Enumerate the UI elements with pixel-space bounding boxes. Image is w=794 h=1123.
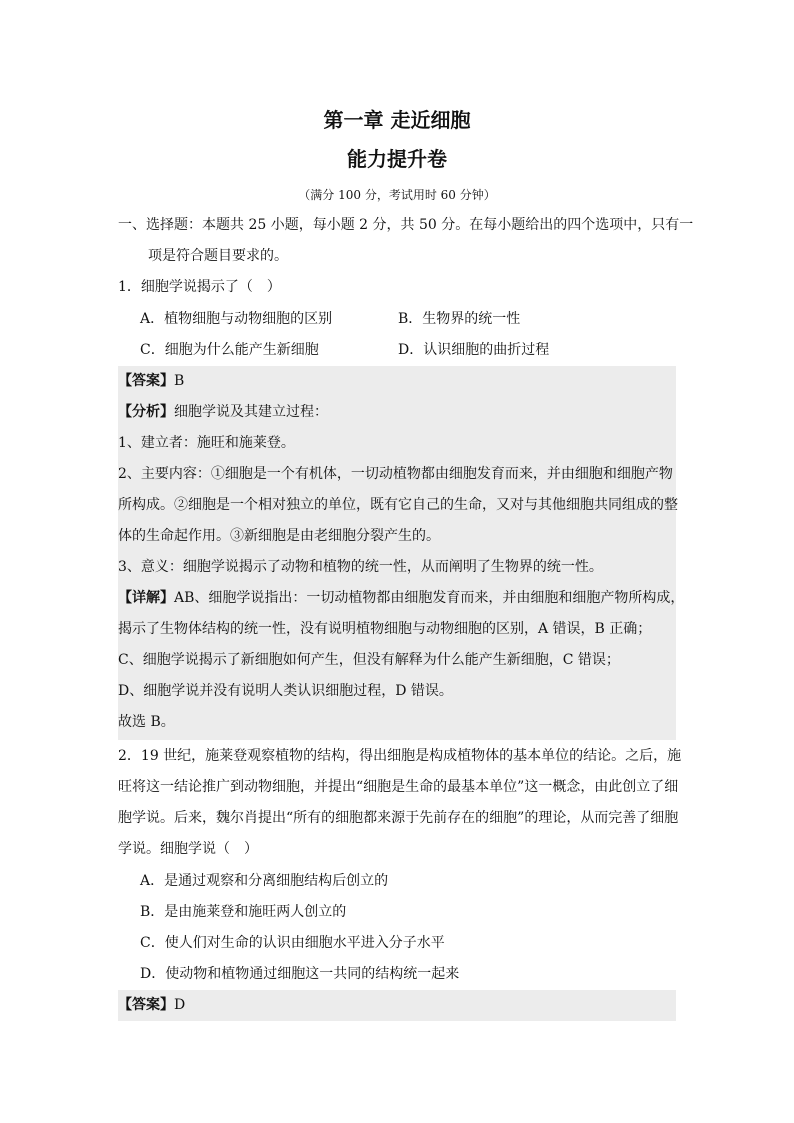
analysis-line: 3、意义：细胞学说揭示了动物和植物的统一性，从而阐明了生物界的统一性。 [118, 559, 603, 575]
q2-option-a: A．是通过观察和分离细胞结构后创立的 [140, 873, 389, 889]
q1-stem: 1．细胞学说揭示了（ ） [118, 279, 281, 295]
q1-answer [118, 366, 678, 397]
paper-title: 能力提升卷 [347, 147, 447, 171]
answer-value: D [174, 997, 186, 1013]
answer-label: 【答案】 [118, 997, 174, 1013]
detail-first-line: AB、细胞学说指出：一切动植物都由细胞发育而来，并由细胞和细胞产物所构成， [174, 590, 685, 606]
detail-label: 【详解】 [118, 590, 174, 606]
answer-label: 【答案】 [118, 373, 174, 389]
detail-line: C、细胞学说揭示了新细胞如何产生，但没有解释为什么能产生新细胞，C 错误； [118, 652, 620, 668]
analysis-line: 所构成。②细胞是一个相对独立的单位，既有它自己的生命，又对与其他细胞共同组成的整 [118, 497, 678, 513]
chapter-title: 第一章 走近细胞 [323, 108, 471, 132]
analysis-title: 细胞学说及其建立过程： [174, 404, 328, 420]
q1-option-b: B．生物界的统一性 [398, 311, 521, 327]
detail-line: 故选 B。 [118, 714, 175, 730]
q2-stem-line: 学说。细胞学说（ ） [118, 841, 258, 857]
q1-option-d: D．认识细胞的曲折过程 [398, 342, 550, 358]
q2-stem-line: 胞学说。后来，魏尔肖提出“所有的细胞都来源于先前存在的细胞”的理论，从而完善了细胞 [118, 810, 679, 826]
section-heading-line1: 一、选择题：本题共 25 小题，每小题 2 分，共 50 分。在每小题给出的四个选项中，只有一 [118, 217, 694, 233]
exam-note: （满分 100 分，考试用时 60 分钟） [298, 188, 496, 202]
section-heading-line2: 项是符合题目要求的。 [148, 248, 288, 264]
analysis-line: 1、建立者：施旺和施莱登。 [118, 435, 295, 451]
q2-option-d: D．使动物和植物通过细胞这一共同的结构统一起来 [140, 966, 460, 982]
q1-detail [118, 583, 685, 614]
q1-analysis [118, 397, 678, 428]
q2-stem-line: 旺将这一结论推广到动物细胞，并提出“细胞是生命的最基本单位”这一概念，由此创立了细 [118, 779, 679, 795]
q2-option-b: B．是由施莱登和施旺两人创立的 [140, 904, 347, 920]
q2-stem-line: 2．19 世纪，施莱登观察植物的结构，得出细胞是构成植物体的基本单位的结论。之后，施 [118, 748, 682, 764]
q1-option-a: A．植物细胞与动物细胞的区别 [140, 311, 333, 327]
analysis-line: 2、主要内容：①细胞是一个有机体，一切动植物都由细胞发育而来，并由细胞和细胞产物 [118, 466, 673, 482]
answer-value: B [174, 373, 185, 389]
q2-option-c: C．使人们对生命的认识由细胞水平进入分子水平 [140, 935, 445, 951]
detail-line: D、细胞学说并没有说明人类认识细胞过程，D 错误。 [118, 683, 453, 699]
analysis-label: 【分析】 [118, 404, 174, 420]
detail-line: 揭示了生物体结构的统一性，没有说明植物细胞与动物细胞的区别，A 错误，B 正确； [118, 621, 652, 637]
analysis-line: 体的生命起作用。③新细胞是由老细胞分裂产生的。 [118, 528, 440, 544]
q1-option-c: C．细胞为什么能产生新细胞 [140, 342, 319, 358]
q2-answer [118, 990, 678, 1021]
